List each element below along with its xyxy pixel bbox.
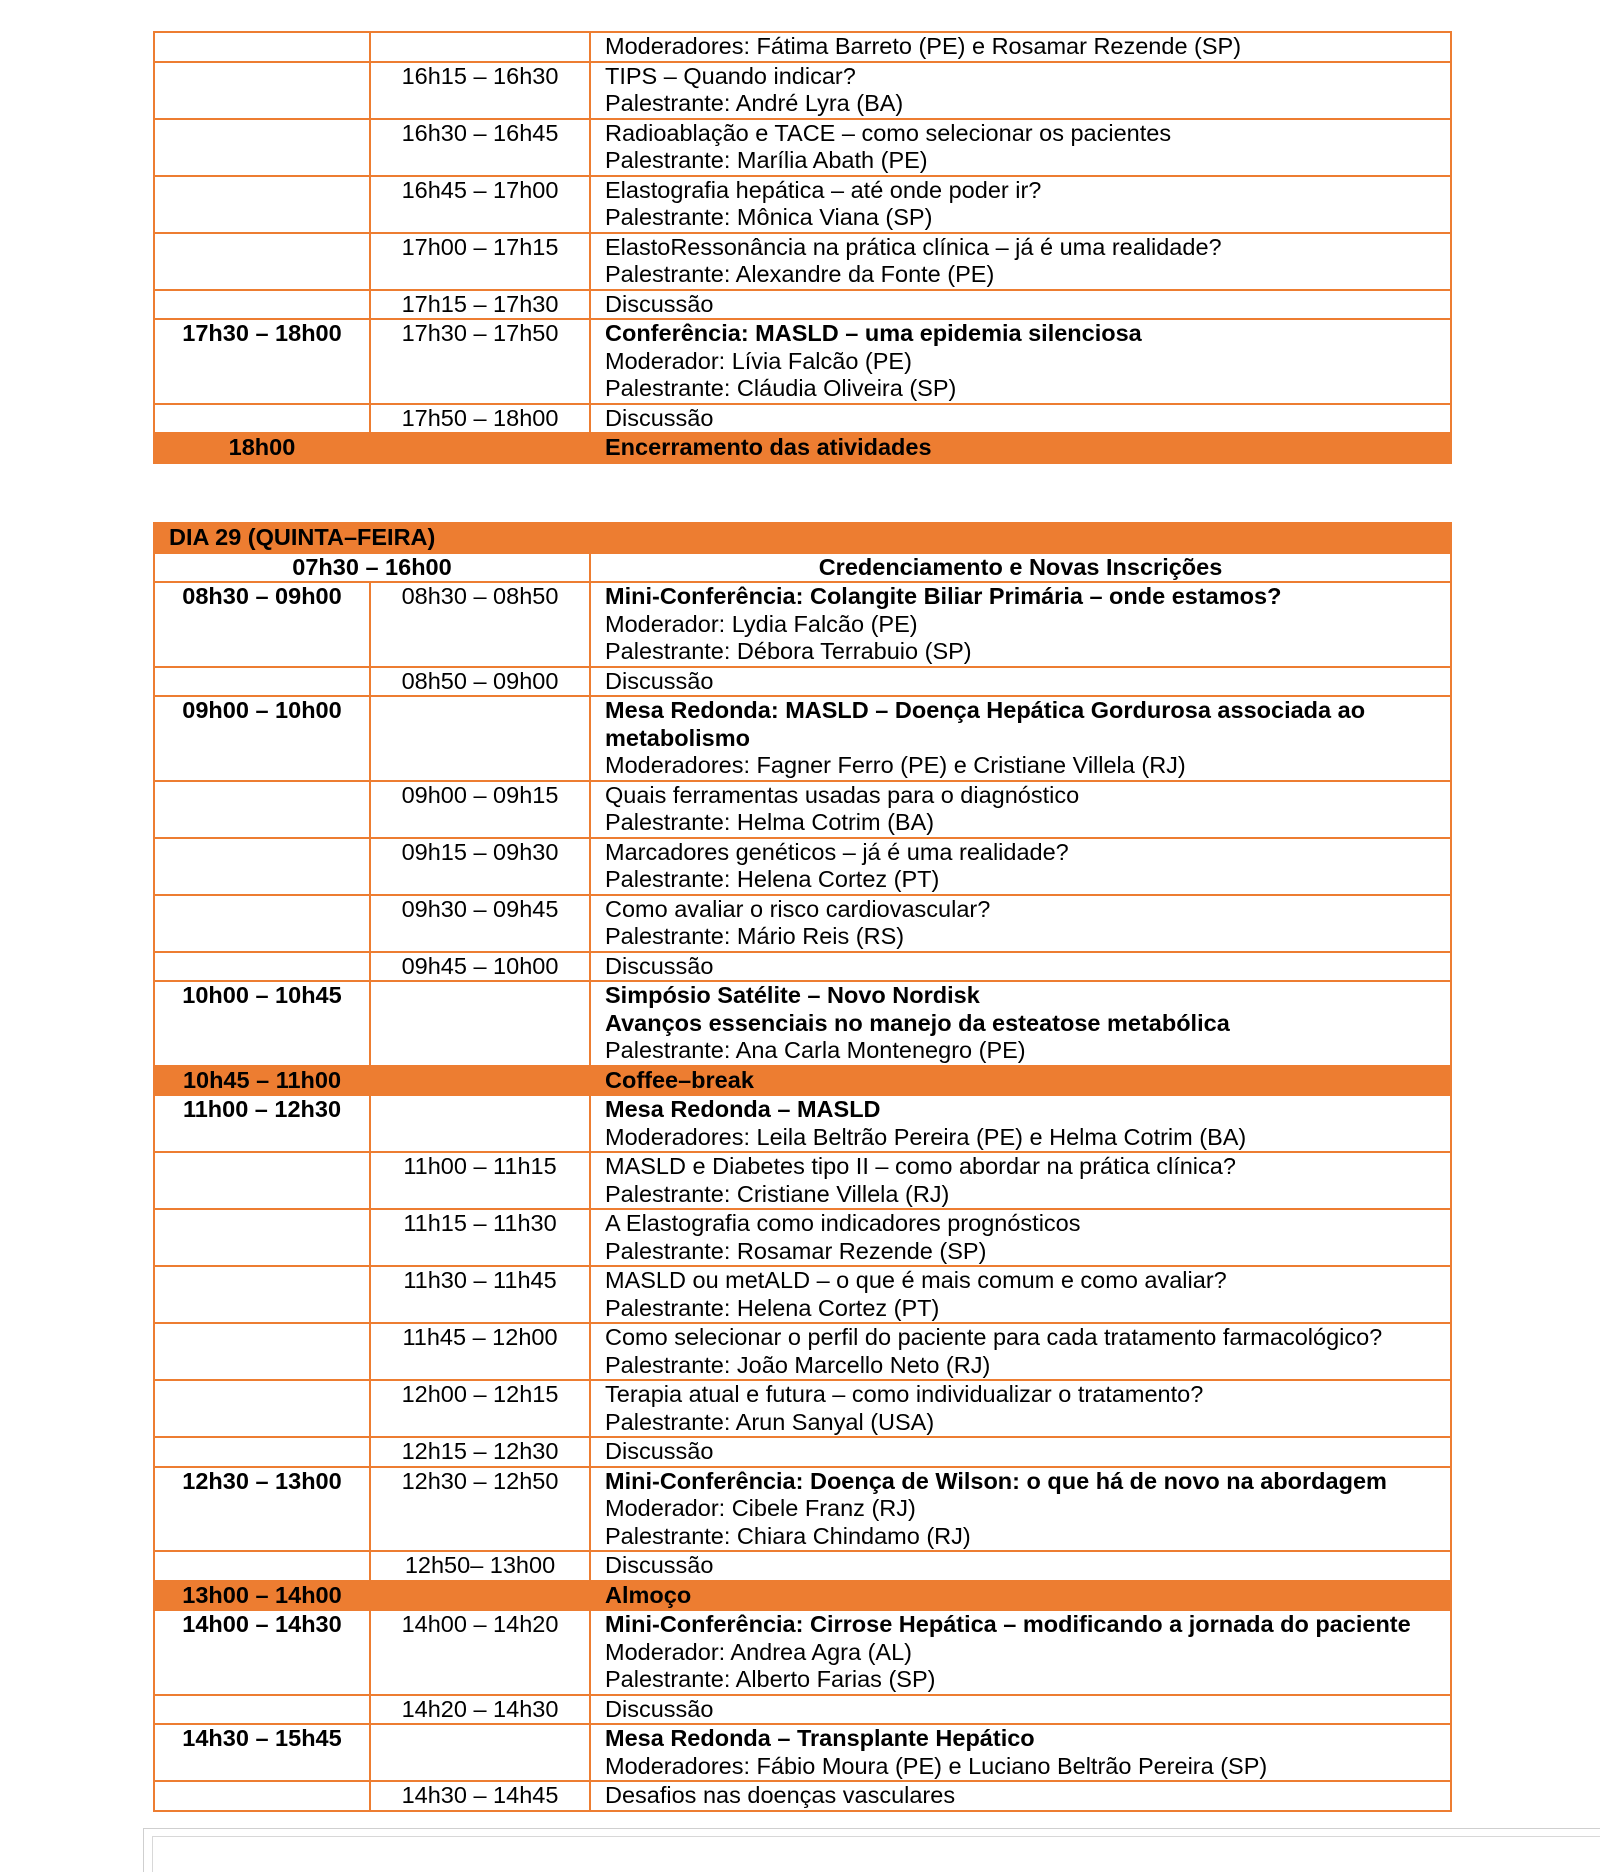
session-detail: Discussão — [605, 404, 714, 431]
session-title: Almoço — [605, 1581, 692, 1608]
time-slot: 18h00 — [154, 433, 370, 463]
time-slot — [154, 895, 370, 952]
session-description — [590, 696, 1451, 781]
credenciamento-label: Credenciamento e Novas Inscrições — [590, 553, 1451, 583]
time-slot — [154, 404, 370, 434]
session-detail: Palestrante: Helena Cortez (PT) — [605, 866, 940, 892]
time-slot: 17h30 – 18h00 — [154, 319, 370, 404]
session-description — [590, 319, 1451, 404]
session-detail: Palestrante: Alexandre da Fonte (PE) — [605, 261, 995, 287]
session-title: Mini-Conferência: Cirrose Hepática – modificando a jornada do paciente — [605, 1611, 1411, 1637]
time-slot: 12h30 – 13h00 — [154, 1467, 370, 1552]
time-slot — [154, 1209, 370, 1266]
time-slot: 10h45 – 11h00 — [154, 1066, 370, 1096]
session-detail: Palestrante: Chiara Chindamo (RJ) — [605, 1522, 971, 1549]
schedule-row — [154, 119, 1451, 176]
time-slot — [154, 32, 370, 62]
time-slot — [154, 1266, 370, 1323]
sub-time: 12h15 – 12h30 — [370, 1437, 590, 1467]
session-description — [590, 1380, 1451, 1437]
session-description — [590, 119, 1451, 176]
schedule-row — [154, 1095, 1451, 1152]
session-description — [590, 32, 1451, 62]
time-slot — [154, 781, 370, 838]
session-detail: Palestrante: Cristiane Villela (RJ) — [605, 1180, 950, 1207]
sub-time: 09h00 – 09h15 — [370, 781, 590, 838]
session-description — [590, 952, 1451, 982]
session-description — [590, 1467, 1451, 1552]
session-title: Avanços essenciais no manejo da esteatose metabólica — [605, 1009, 1230, 1036]
credenciamento-time: 07h30 – 16h00 — [154, 553, 590, 583]
session-detail: Palestrante: Débora Terrabuio (SP) — [605, 638, 972, 664]
session-detail: Discussão — [605, 667, 714, 694]
schedule-row — [154, 952, 1451, 982]
schedule-row — [154, 32, 1451, 62]
schedule-body — [154, 523, 1451, 1811]
session-description — [590, 1610, 1451, 1695]
time-slot — [154, 1695, 370, 1725]
session-description — [590, 1266, 1451, 1323]
session-detail: Moderador: Lívia Falcão (PE) — [605, 347, 912, 374]
schedule-row — [154, 895, 1451, 952]
session-detail: Palestrante: André Lyra (BA) — [605, 90, 904, 116]
session-detail: Palestrante: Arun Sanyal (USA) — [605, 1408, 935, 1435]
session-detail: Marcadores genéticos – já é uma realidade? — [605, 838, 1069, 865]
session-description — [590, 1724, 1451, 1781]
time-slot — [154, 290, 370, 320]
session-detail: Como selecionar o perfil do paciente para cada tratamento farmacológico? — [605, 1324, 1383, 1350]
session-detail: Palestrante: Mário Reis (RS) — [605, 923, 905, 949]
sub-time: 16h15 – 16h30 — [370, 62, 590, 119]
schedule-row — [154, 404, 1451, 434]
sub-time: 11h30 – 11h45 — [370, 1266, 590, 1323]
session-title: Mesa Redonda – Transplante Hepático — [605, 1725, 1035, 1751]
sub-time: 12h30 – 12h50 — [370, 1467, 590, 1552]
time-slot — [154, 667, 370, 697]
sub-time: 14h30 – 14h45 — [370, 1781, 590, 1811]
schedule-row — [154, 1266, 1451, 1323]
session-description — [590, 233, 1451, 290]
schedule-row — [154, 781, 1451, 838]
sub-time: 11h00 – 11h15 — [370, 1152, 590, 1209]
session-detail: Palestrante: Mônica Viana (SP) — [605, 204, 933, 230]
session-detail: A Elastografia como indicadores prognósticos — [605, 1210, 1081, 1236]
sub-time: 17h50 – 18h00 — [370, 404, 590, 434]
time-slot — [154, 952, 370, 982]
session-detail: Palestrante: Helma Cotrim (BA) — [605, 809, 935, 835]
session-description — [590, 62, 1451, 119]
session-description — [590, 1066, 1451, 1096]
session-detail: Discussão — [605, 1438, 714, 1464]
schedule-row — [154, 233, 1451, 290]
time-slot — [154, 62, 370, 119]
session-detail: Desafios nas doenças vasculares — [605, 1782, 956, 1808]
sub-time: 16h30 – 16h45 — [370, 119, 590, 176]
sub-time — [370, 1095, 590, 1152]
session-detail: Palestrante: Helena Cortez (PT) — [605, 1294, 940, 1321]
session-description — [590, 1437, 1451, 1467]
session-description — [590, 781, 1451, 838]
sub-time: 16h45 – 17h00 — [370, 176, 590, 233]
schedule-row — [154, 1323, 1451, 1380]
session-detail: Discussão — [605, 290, 714, 317]
session-description — [590, 1551, 1451, 1581]
session-description — [590, 582, 1451, 667]
session-detail: Palestrante: Cláudia Oliveira (SP) — [605, 375, 957, 401]
schedule-table-day28-end — [153, 31, 1452, 464]
day-header-row — [154, 523, 1451, 553]
session-description — [590, 176, 1451, 233]
session-title: Simpósio Satélite – Novo Nordisk — [605, 982, 980, 1008]
time-slot — [154, 1781, 370, 1811]
highlight-row — [154, 1581, 1451, 1611]
sub-time: 12h50– 13h00 — [370, 1551, 590, 1581]
session-description — [590, 1095, 1451, 1152]
session-title: Conferência: MASLD – uma epidemia silenciosa — [605, 320, 1142, 346]
schedule-row — [154, 696, 1451, 781]
schedule-row — [154, 1695, 1451, 1725]
session-detail: Quais ferramentas usadas para o diagnóstico — [605, 781, 1080, 808]
time-slot: 13h00 – 14h00 — [154, 1581, 370, 1611]
session-detail: MASLD ou metALD – o que é mais comum e como avaliar? — [605, 1267, 1227, 1293]
session-detail: Discussão — [605, 1552, 714, 1578]
schedule-row — [154, 1724, 1451, 1781]
sub-time: 14h00 – 14h20 — [370, 1610, 590, 1695]
session-description — [590, 1152, 1451, 1209]
session-detail: Radioablação e TACE – como selecionar os pacientes — [605, 119, 1172, 146]
session-detail: Discussão — [605, 952, 714, 979]
session-detail: Como avaliar o risco cardiovascular? — [605, 895, 991, 922]
time-slot — [154, 1380, 370, 1437]
session-description — [590, 1695, 1451, 1725]
schedule-row — [154, 62, 1451, 119]
sub-time: 11h45 – 12h00 — [370, 1323, 590, 1380]
sub-time — [370, 696, 590, 781]
schedule-table-day29 — [153, 522, 1452, 1812]
schedule-row — [154, 1610, 1451, 1695]
session-detail: Terapia atual e futura – como individualizar o tratamento? — [605, 1381, 1204, 1407]
viewer-inner-frame-edge — [152, 1836, 1600, 1872]
session-description — [590, 1323, 1451, 1380]
session-description — [590, 895, 1451, 952]
session-detail: Moderadores: Fagner Ferro (PE) e Cristiane Villela (RJ) — [605, 752, 1186, 778]
session-detail: Palestrante: João Marcello Neto (RJ) — [605, 1351, 991, 1378]
time-slot: 11h00 – 12h30 — [154, 1095, 370, 1152]
session-title: Mesa Redonda: MASLD – Doença Hepática Gordurosa associada ao metabolismo — [605, 697, 1366, 751]
time-slot: 08h30 – 09h00 — [154, 582, 370, 667]
session-title: Coffee–break — [605, 1066, 754, 1093]
schedule-row — [154, 1467, 1451, 1552]
sub-time — [370, 981, 590, 1066]
sub-time — [370, 1066, 590, 1096]
sub-time: 09h15 – 09h30 — [370, 838, 590, 895]
schedule-row — [154, 290, 1451, 320]
highlight-row — [154, 433, 1451, 463]
schedule-row — [154, 1209, 1451, 1266]
sub-time: 12h00 – 12h15 — [370, 1380, 590, 1437]
session-description — [590, 290, 1451, 320]
time-slot — [154, 176, 370, 233]
time-slot — [154, 838, 370, 895]
time-slot: 09h00 – 10h00 — [154, 696, 370, 781]
schedule-row — [154, 667, 1451, 697]
time-slot — [154, 233, 370, 290]
time-slot: 10h00 – 10h45 — [154, 981, 370, 1066]
session-description — [590, 838, 1451, 895]
session-title: Mini-Conferência: Doença de Wilson: o que há de novo na abordagem — [605, 1467, 1387, 1494]
schedule-row — [154, 981, 1451, 1066]
session-detail: Discussão — [605, 1695, 714, 1722]
session-detail: Palestrante: Marília Abath (PE) — [605, 147, 928, 173]
schedule-row — [154, 319, 1451, 404]
session-detail: ElastoRessonância na prática clínica – já é uma realidade? — [605, 233, 1222, 260]
sub-time: 09h45 – 10h00 — [370, 952, 590, 982]
sub-time: 14h20 – 14h30 — [370, 1695, 590, 1725]
sub-time: 08h50 – 09h00 — [370, 667, 590, 697]
session-detail: Moderadores: Fátima Barreto (PE) e Rosamar Rezende (SP) — [605, 33, 1242, 59]
sub-time: 09h30 – 09h45 — [370, 895, 590, 952]
sub-time: 17h15 – 17h30 — [370, 290, 590, 320]
session-detail: Moderador: Lydia Falcão (PE) — [605, 610, 918, 637]
session-detail: Palestrante: Ana Carla Montenegro (PE) — [605, 1037, 1026, 1063]
credenciamento-row — [154, 553, 1451, 583]
session-title: Mini-Conferência: Colangite Biliar Primária – onde estamos? — [605, 583, 1282, 609]
session-description — [590, 981, 1451, 1066]
time-slot — [154, 119, 370, 176]
schedule-row — [154, 1551, 1451, 1581]
schedule-body — [154, 32, 1451, 463]
time-slot — [154, 1152, 370, 1209]
session-description — [590, 1209, 1451, 1266]
session-detail: Moderador: Andrea Agra (AL) — [605, 1638, 912, 1665]
session-detail: Palestrante: Alberto Farias (SP) — [605, 1666, 936, 1692]
session-detail: MASLD e Diabetes tipo II – como abordar na prática clínica? — [605, 1153, 1236, 1179]
session-detail: Moderadores: Fábio Moura (PE) e Luciano Beltrão Pereira (SP) — [605, 1752, 1268, 1779]
session-title: Encerramento das atividades — [605, 434, 932, 460]
session-description — [590, 667, 1451, 697]
session-description — [590, 404, 1451, 434]
session-description — [590, 1781, 1451, 1811]
session-detail: Elastografia hepática – até onde poder ir? — [605, 176, 1042, 203]
sub-time: 17h00 – 17h15 — [370, 233, 590, 290]
session-description — [590, 1581, 1451, 1611]
time-slot — [154, 1323, 370, 1380]
schedule-row — [154, 1380, 1451, 1437]
sub-time: 17h30 – 17h50 — [370, 319, 590, 404]
schedule-row — [154, 582, 1451, 667]
schedule-row — [154, 1152, 1451, 1209]
session-detail: Moderadores: Leila Beltrão Pereira (PE) e Helma Cotrim (BA) — [605, 1123, 1247, 1150]
sub-time — [370, 433, 590, 463]
session-description — [590, 433, 1451, 463]
session-detail: Palestrante: Rosamar Rezende (SP) — [605, 1237, 987, 1264]
session-detail: TIPS – Quando indicar? — [605, 62, 856, 89]
highlight-row — [154, 1066, 1451, 1096]
sub-time — [370, 32, 590, 62]
schedule-row — [154, 1437, 1451, 1467]
time-slot: 14h30 – 15h45 — [154, 1724, 370, 1781]
schedule-row — [154, 176, 1451, 233]
sub-time: 08h30 – 08h50 — [370, 582, 590, 667]
session-title: Mesa Redonda – MASLD — [605, 1096, 881, 1122]
schedule-row — [154, 1781, 1451, 1811]
day-title: DIA 29 (QUINTA–FEIRA) — [154, 523, 1451, 553]
time-slot — [154, 1437, 370, 1467]
sub-time — [370, 1581, 590, 1611]
sub-time: 11h15 – 11h30 — [370, 1209, 590, 1266]
sub-time — [370, 1724, 590, 1781]
time-slot — [154, 1551, 370, 1581]
time-slot: 14h00 – 14h30 — [154, 1610, 370, 1695]
session-detail: Moderador: Cibele Franz (RJ) — [605, 1495, 916, 1521]
schedule-row — [154, 838, 1451, 895]
